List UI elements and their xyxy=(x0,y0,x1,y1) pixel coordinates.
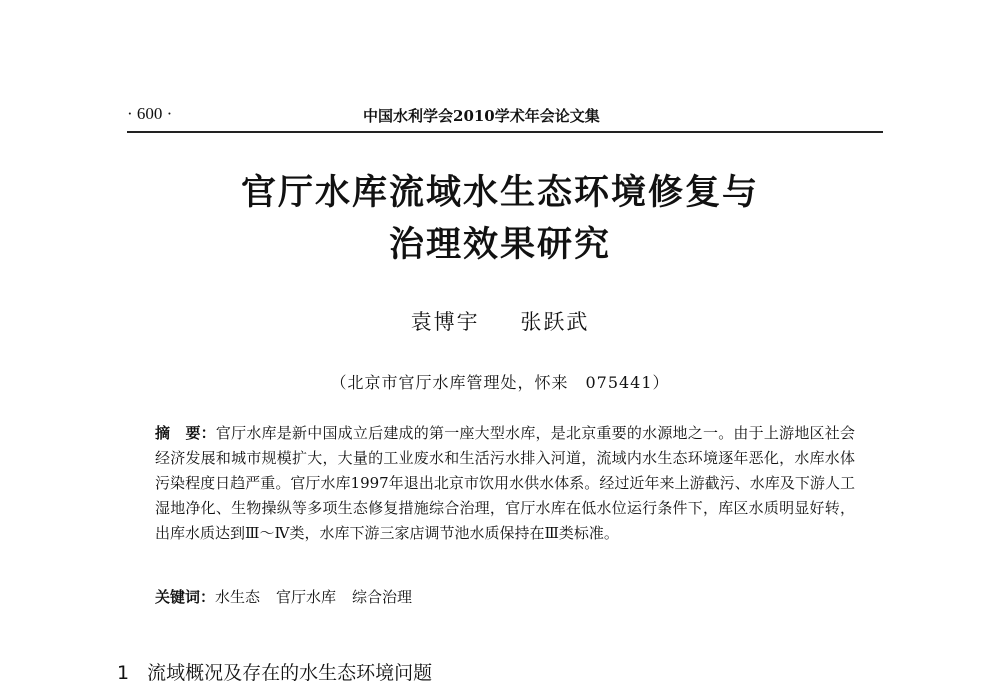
section-number: 1 xyxy=(117,662,130,684)
keyword: 综合治理 xyxy=(352,588,413,606)
keyword: 官厅水库 xyxy=(276,588,337,606)
keywords-label: 关键词： xyxy=(155,588,216,606)
keywords xyxy=(155,586,428,607)
header-rule xyxy=(127,131,883,133)
author-name: 袁博宇 xyxy=(410,310,480,334)
title-line-2: 治理效果研究 xyxy=(388,225,611,265)
author-name: 张跃武 xyxy=(520,310,590,334)
keyword: 水生态 xyxy=(215,588,261,606)
authors xyxy=(0,306,1000,336)
abstract-label: 摘 要： xyxy=(155,424,216,442)
page-number: · 600 · xyxy=(127,104,173,123)
running-title: 中国水利学会2010学术年会论文集 xyxy=(363,107,600,125)
page-header xyxy=(0,100,1000,128)
title-line-1: 官厅水库流域水生态环境修复与 xyxy=(240,173,759,213)
paper-title xyxy=(0,167,1000,271)
section-title: 流域概况及存在的水生态环境问题 xyxy=(147,662,433,684)
abstract xyxy=(155,421,855,546)
affiliation: （北京市官厅水库管理处，怀来 075441） xyxy=(330,373,670,392)
abstract-text: 官厅水库是新中国成立后建成的第一座大型水库，是北京重要的水源地之一。由于上游地区社会经济发展和城市规模扩大，大量的工业废水和生活污水排入河道，流域内水生态环境逐年恶化，水库水体污染程度日趋严重。官厅水库1997年退出北京市饮用水供水体系。经过近年来上游截污、水库及下游人工湿地净化、生物操纵等多项生态修复措施综合治理，官厅水库在低水位运行条件下，库区水质明显好转，出库水质达到Ⅲ～Ⅳ类，水库下游三家店调节池水质保持在Ⅲ类标准。 xyxy=(155,424,855,542)
section-heading xyxy=(117,658,432,685)
